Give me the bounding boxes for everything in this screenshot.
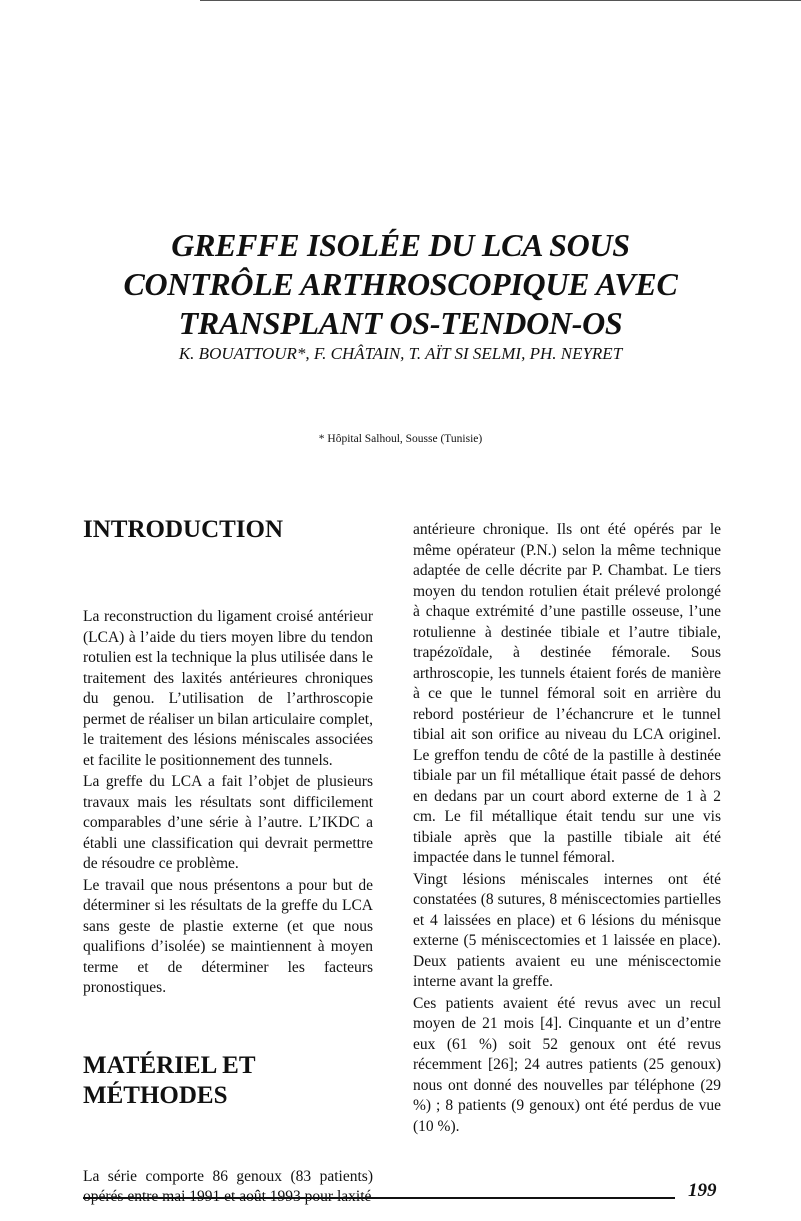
right-column (413, 520, 721, 1137)
footer-rule (83, 1197, 675, 1199)
top-rule (200, 0, 801, 1)
methods-heading-line-1: MATÉRIEL ET (83, 1051, 256, 1079)
affiliation: * Hôpital Salhoul, Sousse (Tunisie) (318, 433, 483, 445)
page-number: 199 (688, 1180, 717, 1201)
methods-paragraph: La série comporte 86 genoux (83 patients) (83, 1167, 373, 1185)
intro-paragraph-2: La greffe du LCA a fait l’objet de plusieurs travaux mais les résultats sont difficilement comparables d’une série à l’autre. L’IKDC a établi une classification qui devrait permettre de résoudre ce problème. (83, 773, 373, 872)
title-line-2: CONTRÔLE ARTHROSCOPIQUE AVEC (123, 266, 678, 303)
authors: K. BOUATTOUR*, F. CHÂTAIN, T. AÏT SI SELMI, PH. NEYRET (178, 344, 623, 363)
right-paragraph-1: antérieure chronique. Ils ont été opérés par le même opérateur (P.N.) selon la même technique adaptée de celle décrite par P. Chambat. Le tiers moyen du tendon rotulien était prélevé prolongé à chaque extrémité d’une pastille osseuse, l’une rotulienne à destinée tibiale et l’autre tibiale, trapézoïdale, à destinée fémorale. Sous arthroscopie, les tunnels étaient forés de manière à ce que le tunnel fémoral soit en arrière du rebord postérieur de l’échancrure et le tunnel tibial ait son orifice au niveau du LCA originel. Le greffon tendu de côté de la pastille à destinée tibiale par un fil métallique était passé de dehors en dedans par un court abord externe de 1 à 2 cm. Le fil métallique était tendu sur une vis tibiale après que la pastille tibiale ait été impactée dans le tunnel fémoral. (413, 521, 721, 866)
title-line-1: GREFFE ISOLÉE DU LCA SOUS (171, 227, 630, 264)
methods-heading-line-2: MÉTHODES (83, 1081, 228, 1109)
methods-heading (83, 1051, 373, 1111)
right-paragraph-3: Ces patients avaient été revus avec un recul moyen de 21 mois [4]. Cinquante et un d’entre eux (61 %) soit 52 genoux ont été revus récemment [26]; 24 autres patients (25 genoux) nous ont donné des nouvelles par téléphone (29 %) ; 8 patients (9 genoux) ont été perdus de vue (10 %). (413, 994, 721, 1135)
left-column (83, 515, 373, 1208)
intro-paragraph-1: La reconstruction du ligament croisé antérieur (LCA) à l’aide du tiers moyen libre du tendon rotulien est la technique la plus utilisée dans le traitement des laxités antérieures chroniques du genou. L’utilisation de l’arthroscopie permet de réaliser un bilan articulaire complet, le traitement des lésions méniscales associées et facilite le positionnement des tunnels. (83, 608, 373, 769)
right-paragraph-2: Vingt lésions méniscales internes ont été constatées (8 sutures, 8 méniscectomies partielles et 4 laissées en place) et 6 lésions du ménisque externe (5 méniscectomies et 1 laissée en place). Deux patients avaient eu une méniscectomie interne avant la greffe. (413, 870, 721, 990)
introduction-heading: INTRODUCTION (83, 516, 284, 543)
intro-paragraph-3: Le travail que nous présentons a pour but de déterminer si les résultats de la greffe du LCA sans geste de plastie externe (et que nous qualifions d’isolée) se maintiennent à moyen terme et de déterminer les facteurs pronostiques. (83, 876, 373, 996)
title-line-3: TRANSPLANT OS-TENDON-OS (178, 305, 623, 342)
article-title (60, 226, 741, 343)
